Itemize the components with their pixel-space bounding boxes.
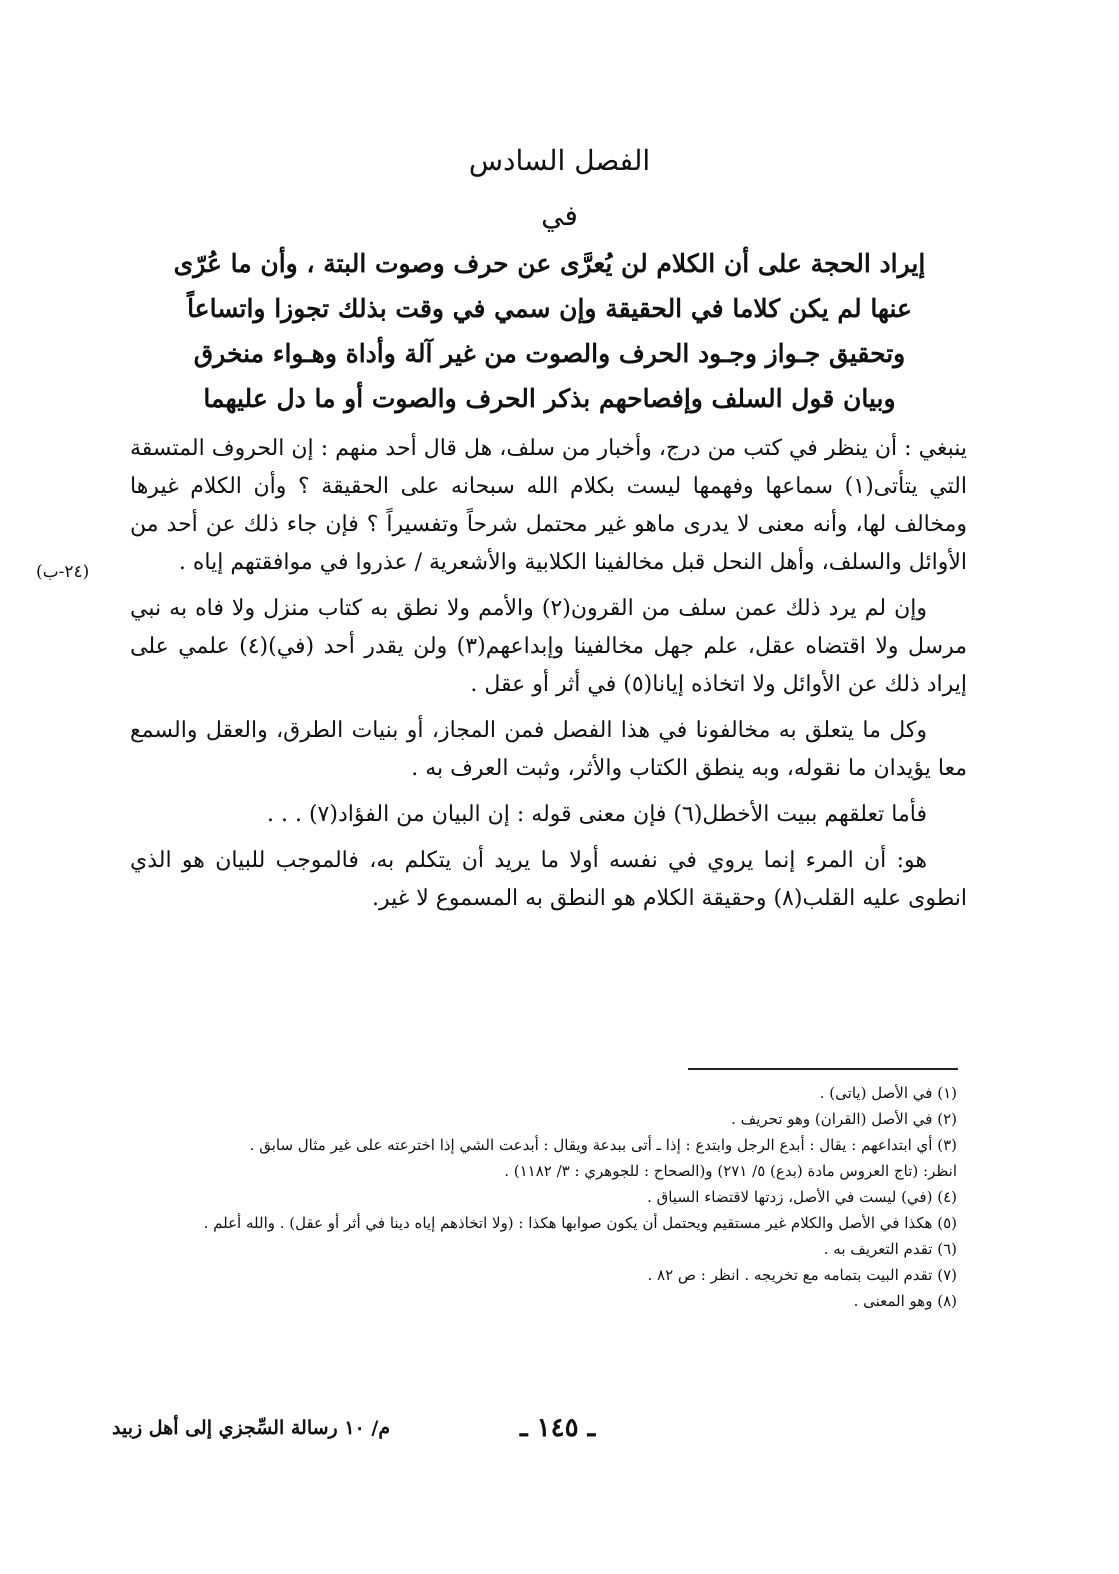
paragraph: وكل ما يتعلق به مخالفونا في هذا الفصل فمن المجاز، أو بنيات الطرق، والعقل والسمع معا يؤيدان ما نقوله، وبه ينطق الكتاب والأثر، وثبت العرف به . bbox=[130, 718, 967, 781]
chapter-heading bbox=[130, 241, 969, 421]
heading-line: عنها لم يكن كلاما في الحقيقة وإن سمي في وقت بذلك تجوزا واتساعاً bbox=[187, 294, 912, 323]
chapter-title: الفصل السادس bbox=[468, 144, 651, 177]
footnote-divider bbox=[688, 1068, 958, 1070]
paragraph: ينبغي : أن ينظر في كتب من درج، وأخبار من سلف، هل قال أحد منهم : إن الحروف المتسقة التي يتأتى(١) سماعها وفهمها ليست بكلام الله سبحانه على الحقيقة ؟ وأن الكلام غيرها ومخالف لها، وأنه معنى لا يدرى ماهو غير محتمل شرحاً وتفسيراً ؟ فإن جاء ذلك عن أحد من الأوائل والسلف، وأهل النحل قبل مخالفينا الكلابية والأشعرية / عذروا في موافقتهم إياه . bbox=[130, 436, 968, 575]
body-text bbox=[130, 430, 967, 926]
footnote: (٣) أي ابتداعهم : يقال : أبدع الرجل وابتدع : إذا ـ أتى ببدعة ويقال : أبدعت الشي إذا اخترعته على غير مثال سابق . bbox=[249, 1136, 957, 1154]
page-number: ـ ١٤٥ ـ bbox=[520, 1413, 596, 1443]
paragraph: وإن لم يرد ذلك عمن سلف من القرون(٢) والأمم ولا نطق به كتاب منزل ولا فاه به نبي مرسل ولا اقتضاه عقل، علم جهل مخالفينا وإبداعهم(٣) ولن يقدر أحد (في)(٤) علمي على إيراد ذلك عن الأوائل ولا اتخاذه إيانا(٥) في أثر أو عقل . bbox=[130, 596, 967, 697]
footnote: (٨) وهو المعنى . bbox=[853, 1292, 957, 1310]
chapter-subtitle-fi: في bbox=[541, 199, 578, 232]
paragraph: فأما تعلقهم ببيت الأخطل(٦) فإن معنى قوله : إن البيان من الفؤاد(٧) . . . bbox=[267, 802, 927, 827]
heading-line: وبيان قول السلف وإفصاحهم بذكر الحرف والصوت أو ما دل عليهما bbox=[203, 384, 896, 413]
footnote: (٥) هكذا في الأصل والكلام غير مستقيم ويحتمل أن يكون صوابها هكذا : (ولا اتخاذهم إياه دينا في أثر أو عقل) . والله أعلم . bbox=[203, 1214, 957, 1232]
footnote: (٧) تقدم البيت بتمامه مع تخريجه . انظر : ص ٨٢ . bbox=[647, 1266, 957, 1284]
paragraph: هو: أن المرء إنما يروي في نفسه أولا ما يريد أن يتكلم به، فالموجب للبيان هو الذي انطوى عليه القلب(٨) وحقيقة الكلام هو النطق به المسموع لا غير. bbox=[130, 848, 967, 911]
footnote: (٦) تقدم التعريف به . bbox=[823, 1240, 957, 1258]
heading-line: إيراد الحجة على أن الكلام لن يُعرَّى عن حرف وصوت البتة ، وأن ما عُرّى bbox=[173, 249, 926, 278]
manuscript-folio-marker: (٢٤-ب) bbox=[36, 562, 90, 582]
running-footer: م/ ١٠ رسالة السِّجزي إلى أهل زبيد bbox=[112, 1417, 391, 1439]
footnote: (٤) (في) ليست في الأصل، زدتها لاقتضاء السياق . bbox=[647, 1188, 957, 1206]
heading-line: وتحقيق جـواز وجـود الحرف والصوت من غير آلة وأداة وهـواء منخرق bbox=[193, 339, 906, 368]
footnote: (١) في الأصل (ياتى) . bbox=[819, 1084, 957, 1102]
footnote: انظر: (تاج العروس مادة (بدع) ٥/ ٢٧١) و(الصحاح : للجوهري : ٣/ ١١٨٢) . bbox=[504, 1162, 957, 1180]
footnote: (٢) في الأصل (القران) وهو تحريف . bbox=[731, 1110, 957, 1128]
footnotes bbox=[100, 1080, 957, 1314]
